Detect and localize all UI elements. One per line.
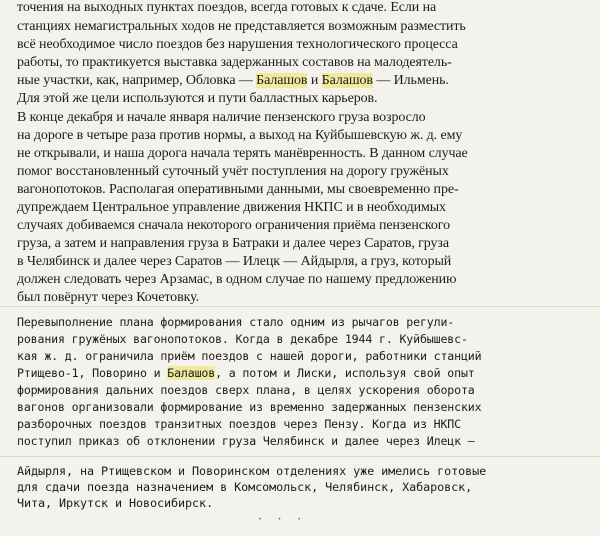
highlight-balashov: Балашов: [256, 73, 308, 88]
text-line: груза, а затем и направления груза в Батраки и далее через Саратов, груза: [17, 236, 449, 251]
text-line: кая ж. д. ограничила приём поездов с нашей дороги, работники станций: [17, 349, 482, 363]
text-line: Айдырля, на Ртищевском и Поворинском отделениях уже имелись готовые: [17, 464, 487, 478]
text-line: для сдачи поезда назначением в Комсомольск, Челябинск, Хабаровск,: [17, 480, 473, 494]
text-line: работы, то практикуется выставка задержанных составов на малодеятель-: [17, 55, 452, 70]
text-line: точения на выходных пунктах поездов, всегда готовых к сдаче. Если на: [17, 0, 437, 15]
text-fragment: — Ильмень.: [372, 73, 449, 88]
text-line: должен следовать через Арзамас, в одном случае по нашему предложению: [17, 272, 457, 287]
text-line: на дороге в четыре раза против нормы, а выход на Куйбышевскую ж. д. ему: [17, 128, 463, 143]
text-line-highlighted: [17, 73, 449, 89]
text-line: всё необходимое число поездов без нарушения технологического процесса: [17, 37, 458, 52]
decorative-dots: · · ·: [258, 512, 308, 526]
page-seam: [0, 456, 600, 457]
text-line: вагонопотоков. Располагая оперативными данными, мы своевременно пре-: [17, 182, 459, 197]
text-line: станциях немагистральных ходов не представляется возможным разместить: [17, 19, 466, 34]
text-line: вагонов организовали формирование из временно задержанных пензенских: [17, 400, 482, 414]
text-fragment: ные участки, как, например, Обловка —: [17, 73, 257, 88]
text-line: поступил приказ об отклонении груза Челябинск и далее через Илецк —: [17, 434, 475, 448]
highlight-balashov: Балашов: [167, 366, 216, 380]
text-line: рования гружёных вагонопотоков. Когда в декабре 1944 г. Куйбышевс-: [17, 332, 468, 346]
text-line: Перевыполнение плана формирования стало одним из рычагов регули-: [17, 315, 455, 329]
text-line: Чита, Иркутск и Новосибирск.: [17, 496, 214, 510]
text-line: случаях добиваемся сначала некоторого ограничения приёма пензенского: [17, 218, 451, 233]
text-line: дупреждаем Центральное управление движения НКПС и в необходимых: [17, 200, 446, 215]
text-line: помог восстановленный суточный учёт поступления на дорогу гружёных: [17, 164, 449, 179]
text-line: в Челябинск и далее через Саратов — Илецк — Айдырля, а груз, который: [17, 254, 452, 269]
text-line: Для этой же цели используются и пути балластных карьеров.: [17, 91, 378, 106]
text-fragment: Ртищево-1, Поворино и: [17, 366, 168, 380]
text-fragment: и: [307, 73, 322, 88]
text-line: разборочных поездов транзитных поездов через Пензу. Когда из НКПС: [17, 417, 461, 431]
page-seam: [0, 306, 600, 307]
text-line: не открывали, и наша дорога начала терять манёвренность. В данном случае: [17, 146, 468, 161]
text-line-highlighted: [17, 365, 475, 381]
highlight-balashov: Балашов: [321, 73, 373, 88]
text-line: формирования дальних поездов сверх плана, в целях ускорения оборота: [17, 383, 475, 397]
text-line: В конце декабря и начале января наличие пензенского груза возросло: [17, 110, 426, 125]
text-line: был повёрнут через Кочетовку.: [17, 290, 199, 305]
text-fragment: , а потом и Лиски, используя свой опыт: [215, 366, 475, 380]
